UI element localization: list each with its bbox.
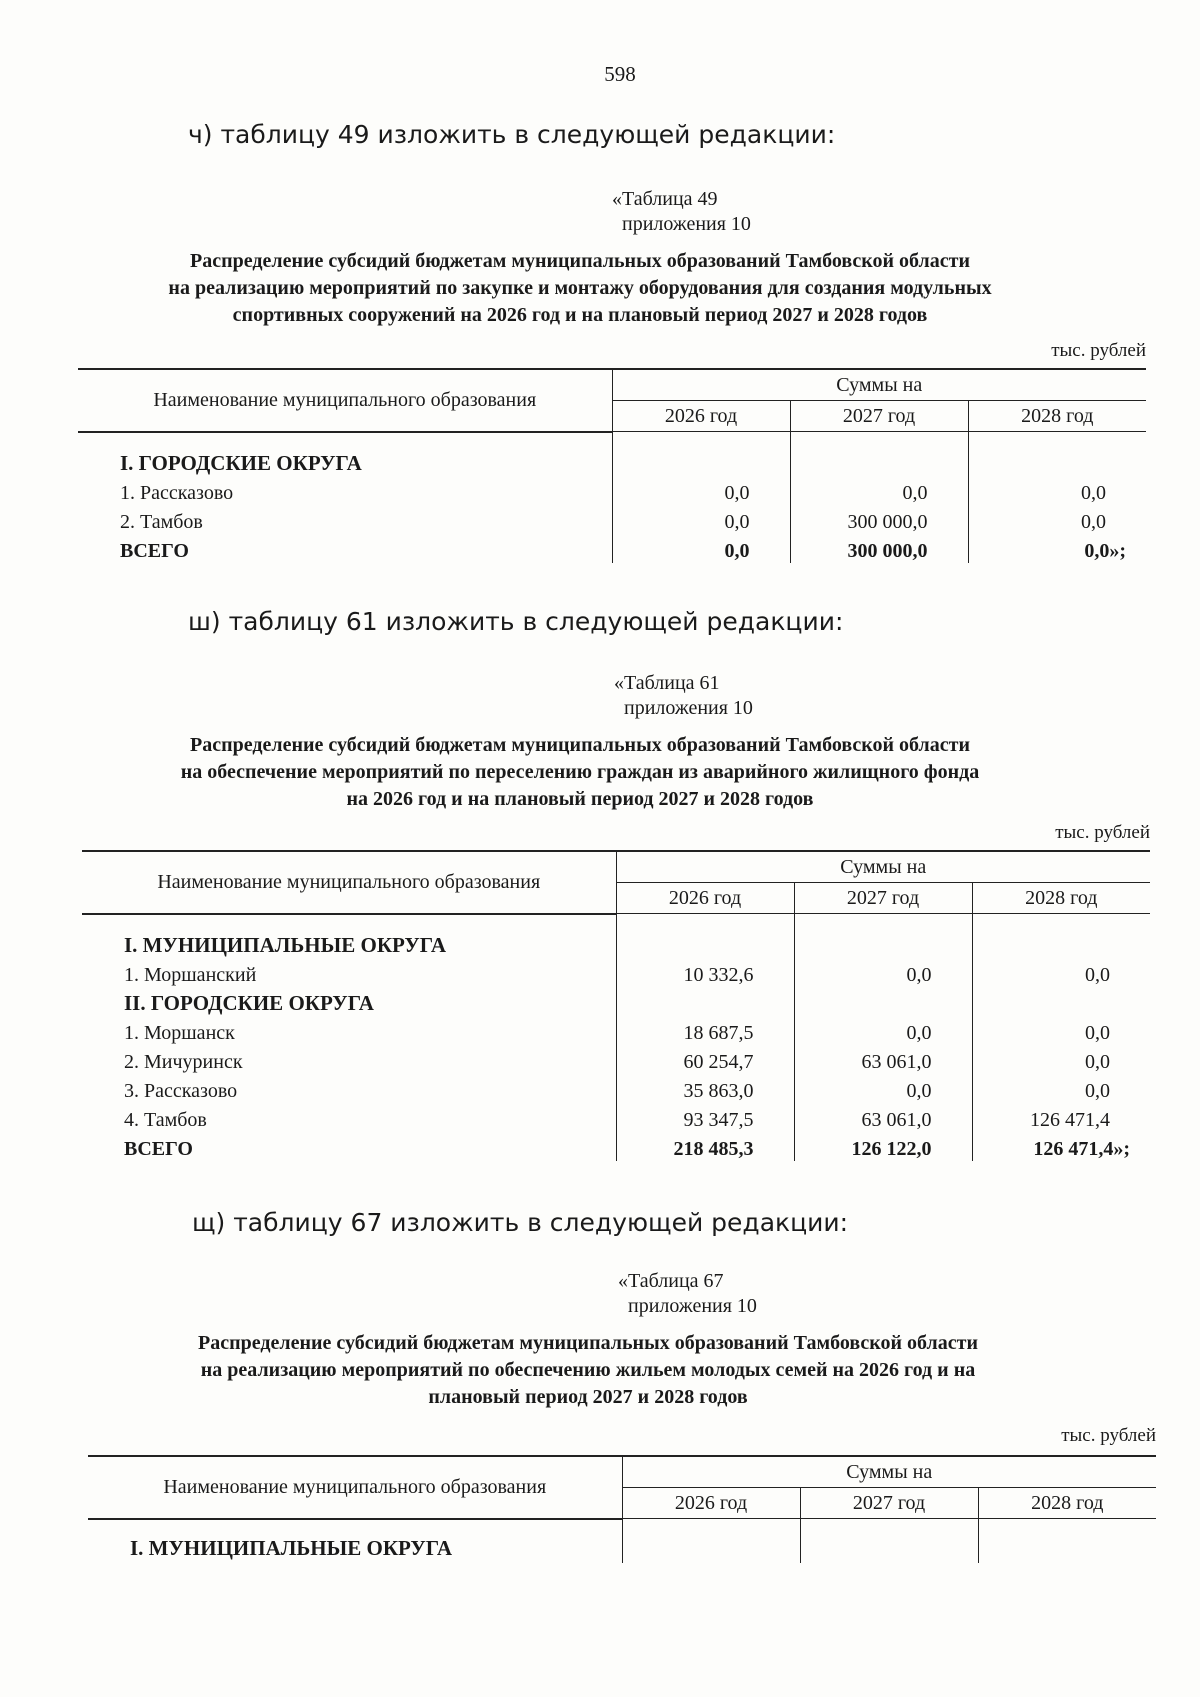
value-cell: 0,0 bbox=[612, 505, 790, 534]
column-header-sums: Суммы на bbox=[616, 851, 1150, 883]
column-header-sums: Суммы на bbox=[612, 369, 1146, 401]
row-name: I. МУНИЦИПАЛЬНЫЕ ОКРУГА bbox=[124, 932, 447, 957]
unit-label: тыс. рублей bbox=[1051, 340, 1146, 361]
value-cell: 0,0»; bbox=[968, 534, 1146, 563]
value-cell: 0,0 bbox=[972, 958, 1150, 987]
table-row-total bbox=[78, 534, 1146, 563]
value-cell: 93 347,5 bbox=[616, 1103, 794, 1132]
row-name: 3. Рассказово bbox=[124, 1079, 238, 1102]
row-name: ВСЕГО bbox=[124, 1137, 193, 1160]
value-cell: 10 332,6 bbox=[616, 958, 794, 987]
table-row bbox=[82, 1074, 1150, 1103]
table-row bbox=[82, 987, 1150, 1016]
column-header-year: 2026 год bbox=[622, 1488, 800, 1519]
table-row bbox=[78, 505, 1146, 534]
table-title: Распределение субсидий бюджетам муниципальных образований Тамбовской области на реализацию мероприятий по закупке и монтажу оборудования для создания модульных спортивных сооружений на 2026 год и на плановый период 2027 и 2028 годов bbox=[168, 250, 992, 326]
budget-table-49 bbox=[78, 368, 1146, 563]
value-cell: 0,0 bbox=[972, 1045, 1150, 1074]
table-row bbox=[82, 958, 1150, 987]
value-cell: 0,0 bbox=[968, 505, 1146, 534]
row-name: 1. Моршанск bbox=[124, 1021, 235, 1044]
value-cell: 18 687,5 bbox=[616, 1016, 794, 1045]
table-row bbox=[78, 447, 1146, 476]
row-name: 2. Мичуринск bbox=[124, 1050, 243, 1073]
column-header-year: 2028 год bbox=[978, 1488, 1156, 1519]
table-caption-appendix: приложения 10 bbox=[628, 1295, 757, 1317]
column-header-year: 2027 год bbox=[790, 401, 968, 432]
instruction-table-61: ш) таблицу 61 изложить в следующей редакции: bbox=[188, 607, 844, 636]
value-cell: 0,0 bbox=[972, 1074, 1150, 1103]
row-name: I. ГОРОДСКИЕ ОКРУГА bbox=[120, 450, 362, 475]
budget-table-67 bbox=[88, 1455, 1156, 1563]
row-name: ВСЕГО bbox=[120, 539, 189, 562]
value-cell: 0,0 bbox=[794, 1016, 972, 1045]
column-header-year: 2028 год bbox=[972, 883, 1150, 914]
value-cell: 126 471,4 bbox=[972, 1103, 1150, 1132]
row-name: 1. Моршанский bbox=[124, 963, 257, 986]
value-cell: 60 254,7 bbox=[616, 1045, 794, 1074]
value-cell: 0,0 bbox=[794, 1074, 972, 1103]
instruction-table-49: ч) таблицу 49 изложить в следующей редакции: bbox=[188, 120, 836, 149]
column-header-name: Наименование муниципального образования bbox=[78, 369, 612, 432]
value-cell: 126 471,4»; bbox=[972, 1132, 1150, 1161]
column-header-name: Наименование муниципального образования bbox=[88, 1456, 622, 1519]
value-cell: 0,0 bbox=[968, 476, 1146, 505]
table-caption-appendix: приложения 10 bbox=[624, 697, 753, 719]
value-cell: 63 061,0 bbox=[794, 1045, 972, 1074]
value-cell: 63 061,0 bbox=[794, 1103, 972, 1132]
column-header-year: 2026 год bbox=[612, 401, 790, 432]
table-title: Распределение субсидий бюджетам муниципальных образований Тамбовской области на обеспечение мероприятий по переселению граждан из аварийного жилищного фонда на 2026 год и на плановый период 2027 и 2028 годов bbox=[180, 734, 980, 810]
row-name: I. МУНИЦИПАЛЬНЫЕ ОКРУГА bbox=[130, 1535, 453, 1560]
column-header-year: 2027 год bbox=[800, 1488, 978, 1519]
value-cell: 0,0 bbox=[794, 958, 972, 987]
column-header-name: Наименование муниципального образования bbox=[82, 851, 616, 914]
row-name: 4. Тамбов bbox=[124, 1108, 207, 1131]
column-header-year: 2026 год bbox=[616, 883, 794, 914]
page-number: 598 bbox=[604, 62, 636, 86]
table-row bbox=[82, 1016, 1150, 1045]
budget-table-61 bbox=[82, 850, 1150, 1161]
column-header-year: 2028 год bbox=[968, 401, 1146, 432]
table-caption-appendix: приложения 10 bbox=[622, 213, 751, 235]
table-row bbox=[82, 1045, 1150, 1074]
table-title: Распределение субсидий бюджетам муниципальных образований Тамбовской области на реализацию мероприятий по обеспечению жильем молодых семей на 2026 год и на плановый период 2027 и 2028 годов bbox=[198, 1332, 978, 1408]
instruction-table-67: щ) таблицу 67 изложить в следующей редакции: bbox=[192, 1208, 849, 1237]
table-row bbox=[88, 1534, 1156, 1563]
value-cell: 0,0 bbox=[790, 476, 968, 505]
table-row bbox=[78, 476, 1146, 505]
column-header-sums: Суммы на bbox=[622, 1456, 1156, 1488]
value-cell: 0,0 bbox=[972, 1016, 1150, 1045]
unit-label: тыс. рублей bbox=[1055, 822, 1150, 843]
column-header-year: 2027 год bbox=[794, 883, 972, 914]
table-caption-number: «Таблица 49 bbox=[612, 188, 718, 210]
table-caption-number: «Таблица 67 bbox=[618, 1270, 724, 1292]
row-name: 2. Тамбов bbox=[120, 510, 203, 533]
table-row-total bbox=[82, 1132, 1150, 1161]
value-cell: 300 000,0 bbox=[790, 534, 968, 563]
value-cell: 126 122,0 bbox=[794, 1132, 972, 1161]
row-name: 1. Рассказово bbox=[120, 481, 234, 504]
row-name: II. ГОРОДСКИЕ ОКРУГА bbox=[124, 990, 374, 1015]
table-row bbox=[82, 929, 1150, 958]
value-cell: 0,0 bbox=[612, 476, 790, 505]
value-cell: 300 000,0 bbox=[790, 505, 968, 534]
table-caption-number: «Таблица 61 bbox=[614, 672, 720, 694]
value-cell: 218 485,3 bbox=[616, 1132, 794, 1161]
unit-label: тыс. рублей bbox=[1061, 1425, 1156, 1446]
value-cell: 0,0 bbox=[612, 534, 790, 563]
table-row bbox=[82, 1103, 1150, 1132]
value-cell: 35 863,0 bbox=[616, 1074, 794, 1103]
